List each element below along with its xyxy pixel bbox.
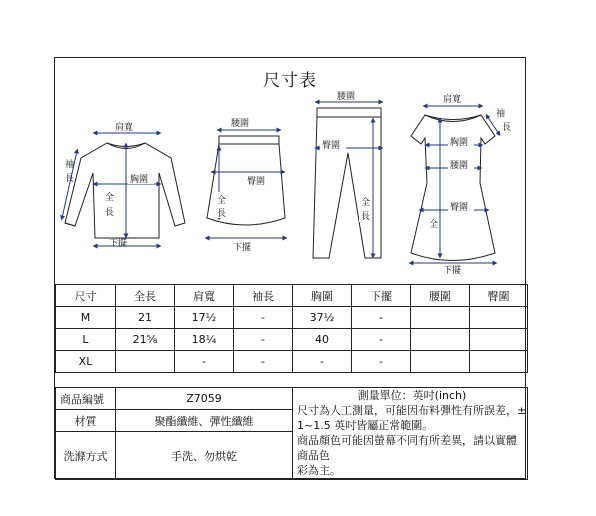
top-length-label-a: 全 (105, 193, 115, 203)
page-title: 尺寸表 (263, 71, 317, 91)
top-sleeve-label-b: 長 (65, 174, 75, 184)
product-info-table (55, 387, 528, 480)
unit-note: 測量單位：英吋(inch) (357, 389, 467, 402)
garment-diagrams (55, 58, 527, 284)
pants-hip-label: 臀圍 (322, 141, 341, 151)
header-sleeve: 袖長 (234, 285, 293, 307)
size-cell: L (56, 329, 116, 351)
header-waist: 腰圍 (411, 285, 470, 307)
header-chest: 胸圍 (293, 285, 352, 307)
header-hip: 臀圍 (470, 285, 528, 307)
table-cell (411, 329, 470, 351)
top-shoulder-label: 肩寬 (115, 123, 134, 133)
table-cell: 40 (293, 329, 352, 351)
skirt-length-label-b: 長 (217, 209, 227, 219)
skirt-waist-label: 腰圍 (231, 119, 250, 129)
table-cell (470, 351, 528, 373)
note-line-1: 尺寸為人工測量，可能因布料彈性有所誤差，± (297, 404, 527, 417)
table-cell: 17½ (175, 307, 234, 329)
skirt-hem-label: 下擺 (233, 243, 252, 253)
table-row (56, 307, 528, 329)
dress-sleeve-label-b: 長 (502, 123, 512, 133)
material-value: 聚酯纖維、彈性纖維 (116, 410, 293, 432)
header-hem: 下擺 (352, 285, 411, 307)
header-shoulder: 肩寬 (175, 285, 234, 307)
dress-chest-label: 胸圍 (450, 138, 469, 148)
size-chart-sheet (54, 57, 526, 479)
wash-label: 洗滌方式 (56, 432, 116, 480)
size-table (55, 284, 528, 373)
table-row (56, 329, 528, 351)
dress-hem-label: 下擺 (443, 266, 462, 276)
pants-length-label-b: 長 (361, 212, 371, 222)
table-row (56, 351, 528, 373)
table-cell: 37½ (293, 307, 352, 329)
dress-waist-label: 腰圍 (450, 161, 469, 171)
table-cell: - (175, 351, 234, 373)
table-cell: 21⅝ (116, 329, 175, 351)
product-code-value: Z7059 (116, 388, 293, 410)
size-cell: M (56, 307, 116, 329)
size-cell: XL (56, 351, 116, 373)
size-table-header-row (56, 285, 528, 307)
product-code-label: 商品編號 (56, 388, 116, 410)
table-cell: - (234, 307, 293, 329)
dress-hip-label: 臀圍 (450, 203, 469, 213)
table-cell (470, 329, 528, 351)
table-cell (116, 351, 175, 373)
table-cell: - (293, 351, 352, 373)
table-cell (411, 307, 470, 329)
pants-waist-label: 腰圍 (337, 92, 356, 102)
header-length: 全長 (116, 285, 175, 307)
note-line-3: 商品顏色可能因螢幕不同有所差異，請以實體商品色 (297, 434, 517, 462)
table-cell: - (352, 329, 411, 351)
top-hem-label: 下擺 (109, 239, 128, 249)
dress-shoulder-label: 肩寬 (443, 95, 462, 105)
table-cell: 21 (116, 307, 175, 329)
info-row-code (56, 388, 528, 410)
table-cell (411, 351, 470, 373)
pants-diagram (313, 108, 381, 258)
wash-value: 手洗、勿烘乾 (116, 432, 293, 480)
table-cell: - (234, 351, 293, 373)
table-cell: - (352, 351, 411, 373)
note-line-2: 1~1.5 英吋皆屬正常範圍。 (297, 419, 434, 432)
pants-length-label-a: 全 (361, 198, 371, 208)
dress-sleeve-label-a: 袖 (496, 109, 506, 119)
header-size: 尺寸 (56, 285, 116, 307)
skirt-hip-label: 臀圍 (247, 177, 266, 187)
table-cell (470, 307, 528, 329)
material-label: 材質 (56, 410, 116, 432)
top-diagram (65, 143, 185, 238)
dress-length-label: 全 (429, 220, 439, 230)
top-chest-label: 胸圍 (130, 175, 149, 185)
table-cell: 18¼ (175, 329, 234, 351)
table-cell: - (352, 307, 411, 329)
note-line-4: 彩為主。 (297, 464, 341, 477)
top-length-label-b: 長 (105, 208, 115, 218)
measurement-notes (293, 388, 528, 480)
skirt-length-label-a: 全 (217, 196, 227, 206)
table-cell: - (234, 329, 293, 351)
top-sleeve-label-a: 袖 (65, 160, 75, 170)
